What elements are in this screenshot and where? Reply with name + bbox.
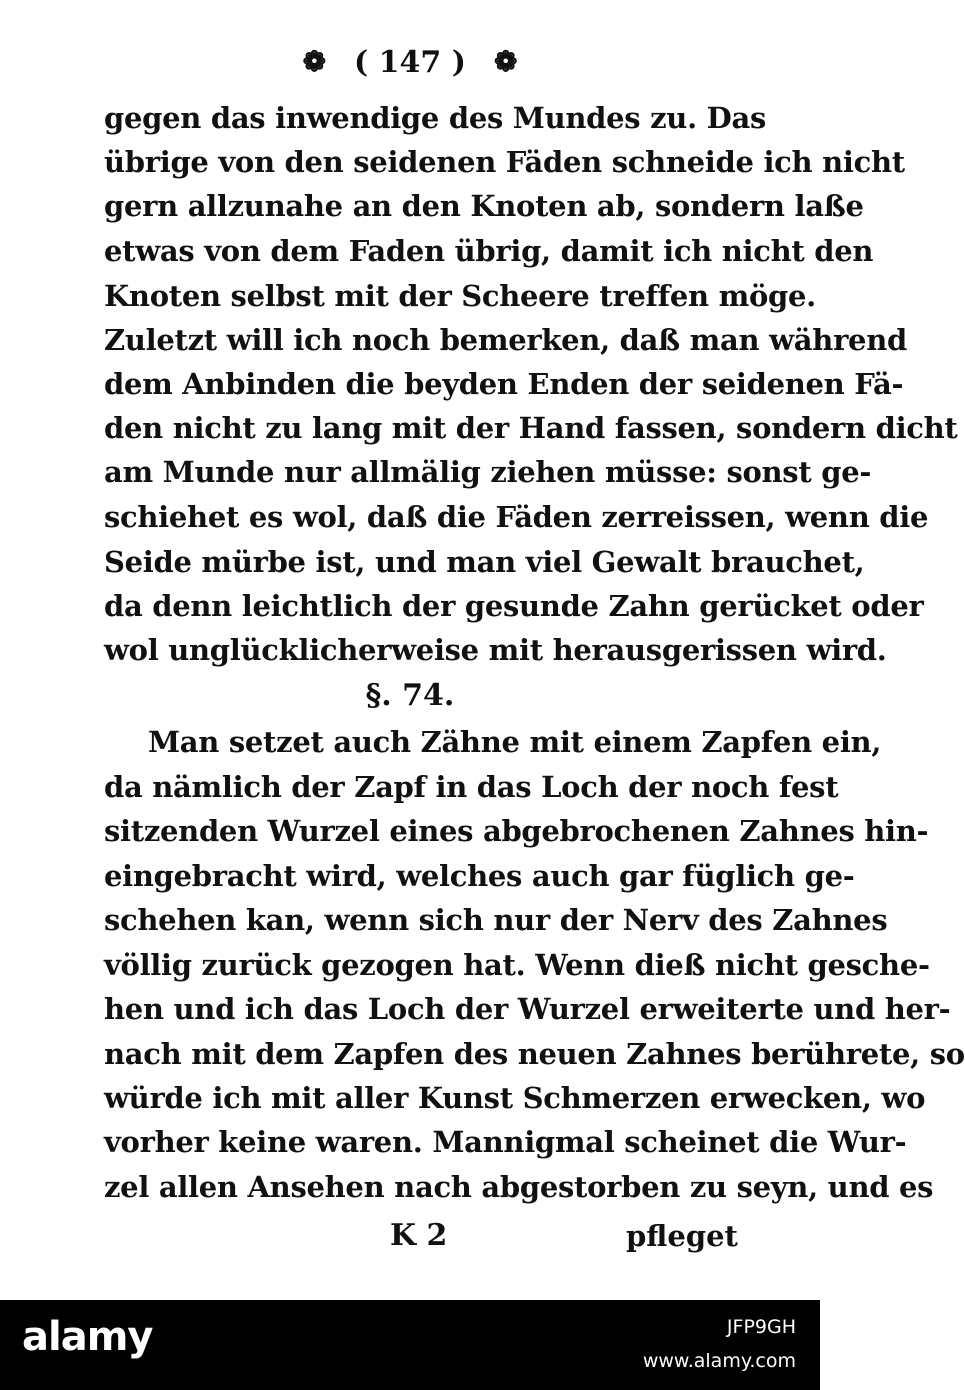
text-line: würde ich mit aller Kunst Schmerzen erwecken, wo bbox=[104, 1081, 926, 1115]
text-line: wol unglücklicherweise mit herausgerissen wird. bbox=[104, 633, 887, 667]
site-url: www.alamy.com bbox=[642, 1350, 796, 1372]
text-line: dem Anbinden die beyden Enden der seidenen Fä- bbox=[104, 367, 904, 401]
image-id: JFP9GH bbox=[726, 1316, 796, 1338]
text-line: am Munde nur allmälig ziehen müsse: sonst ge- bbox=[104, 455, 872, 489]
text-line: gern allzunahe an den Knoten ab, sondern laße bbox=[104, 189, 864, 223]
text-line: Seide mürbe ist, und man viel Gewalt brauchet, bbox=[104, 545, 865, 579]
text-line: schehen kan, wenn sich nur der Nerv des Zahnes bbox=[104, 903, 888, 937]
text-line: da denn leichtlich der gesunde Zahn gerücket oder bbox=[104, 589, 924, 623]
section-heading: §. 74. bbox=[365, 678, 455, 713]
text-line: vorher keine waren. Mannigmal scheinet die Wur- bbox=[104, 1125, 907, 1159]
text-line: Man setzet auch Zähne mit einem Zapfen ein, bbox=[148, 725, 882, 759]
alamy-logo: alamy bbox=[22, 1314, 153, 1360]
ornament-left-icon: ❁ bbox=[302, 45, 327, 78]
text-line: etwas von dem Faden übrig, damit ich nicht den bbox=[104, 234, 874, 268]
page-number: ( 147 ) bbox=[354, 44, 466, 80]
text-line: den nicht zu lang mit der Hand fassen, sondern dicht bbox=[104, 411, 958, 445]
text-line: Knoten selbst mit der Scheere treffen möge. bbox=[104, 279, 816, 313]
signature-mark: K 2 bbox=[390, 1218, 448, 1253]
text-line: zel allen Ansehen nach abgestorben zu seyn, und es bbox=[104, 1170, 934, 1204]
catchword: pfleget bbox=[626, 1219, 738, 1253]
text-line: eingebracht wird, welches auch gar füglich ge- bbox=[104, 859, 855, 893]
ornament-right-icon: ❁ bbox=[493, 45, 518, 78]
text-line: nach mit dem Zapfen des neuen Zahnes berührete, so bbox=[104, 1037, 965, 1071]
text-line: hen und ich das Loch der Wurzel erweiterte und her- bbox=[104, 992, 951, 1026]
text-line: gegen das inwendige des Mundes zu. Das bbox=[104, 101, 767, 135]
text-line: da nämlich der Zapf in das Loch der noch fest bbox=[104, 770, 839, 804]
text-line: völlig zurück gezogen hat. Wenn dieß nicht gesche- bbox=[104, 948, 930, 982]
watermark-banner bbox=[0, 1300, 820, 1390]
text-line: schiehet es wol, daß die Fäden zerreissen, wenn die bbox=[104, 500, 929, 534]
text-line: sitzenden Wurzel eines abgebrochenen Zahnes hin- bbox=[104, 814, 929, 848]
page-header bbox=[0, 40, 820, 84]
text-line: übrige von den seidenen Fäden schneide ich nicht bbox=[104, 145, 905, 179]
text-line: Zuletzt will ich noch bemerken, daß man während bbox=[104, 323, 907, 357]
